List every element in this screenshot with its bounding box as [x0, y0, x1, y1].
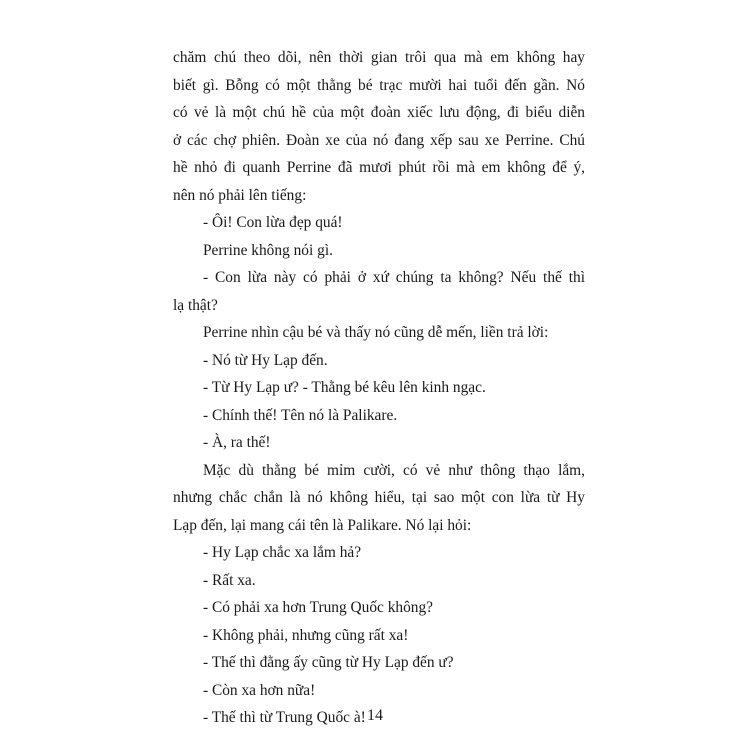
page-number: 14	[367, 707, 383, 724]
text-line: nên nó phải lên tiếng:	[173, 186, 307, 204]
text-line: biết gì. Bỗng có một thằng bé trạc mười hai tuổi đến gần. Nó	[173, 76, 585, 94]
text-line: Mặc dù thằng bé mỉm cười, có vẻ như thông thạo lắm,	[203, 461, 585, 479]
dialogue-line: - Nó từ Hy Lạp đến.	[203, 351, 328, 369]
text-line: Perrine nhìn cậu bé và thấy nó cũng dễ mến, liền trả lời:	[203, 324, 549, 341]
dialogue-line: - Ôi! Con lừa đẹp quá!	[203, 214, 343, 231]
dialogue-line: - À, ra thế!	[203, 434, 271, 451]
dialogue-line: - Thế thì từ Trung Quốc à!	[203, 709, 366, 726]
dialogue-line: - Có phải xa hơn Trung Quốc không?	[203, 599, 434, 616]
text-line: chăm chú theo dõi, nên thời gian trôi qua mà em không hay	[173, 49, 585, 66]
text-line: hề nhỏ đi quanh Perrine đã mươi phút rồi mà em không để ý,	[173, 159, 585, 176]
dialogue-line: - Con lừa này có phải ở xứ chúng ta không? Nếu thế thì	[203, 269, 585, 286]
page-text	[173, 44, 585, 732]
text-line: Lạp đến, lại mang cái tên là Palikare. Nó lại hỏi:	[173, 516, 472, 534]
dialogue-line: - Hy Lạp chắc xa lắm hả?	[203, 544, 362, 561]
dialogue-line: - Chính thế! Tên nó là Palikare.	[203, 406, 398, 424]
dialogue-line: - Từ Hy Lạp ư? - Thằng bé kêu lên kinh ngạc.	[203, 379, 486, 396]
text-line: nhưng chắc chắn là nó không hiểu, tại sao một con lừa từ Hy	[173, 489, 585, 506]
text-line: ở các chợ phiên. Đoàn xe của nó đang xếp sau xe Perrine. Chú	[173, 131, 585, 149]
dialogue-line: - Còn xa hơn nữa!	[203, 681, 316, 699]
dialogue-line: - Rất xa.	[203, 571, 256, 589]
dialogue-line: - Không phải, nhưng cũng rất xa!	[203, 626, 409, 644]
text-line: có vẻ là một chú hề của một đoàn xiếc lưu động, đi biểu diễn	[173, 104, 585, 121]
dialogue-line: - Thế thì đằng ấy cũng từ Hy Lạp đến ư?	[203, 654, 454, 671]
text-line: Perrine không nói gì.	[203, 241, 333, 259]
text-line: lạ thật?	[173, 296, 218, 314]
